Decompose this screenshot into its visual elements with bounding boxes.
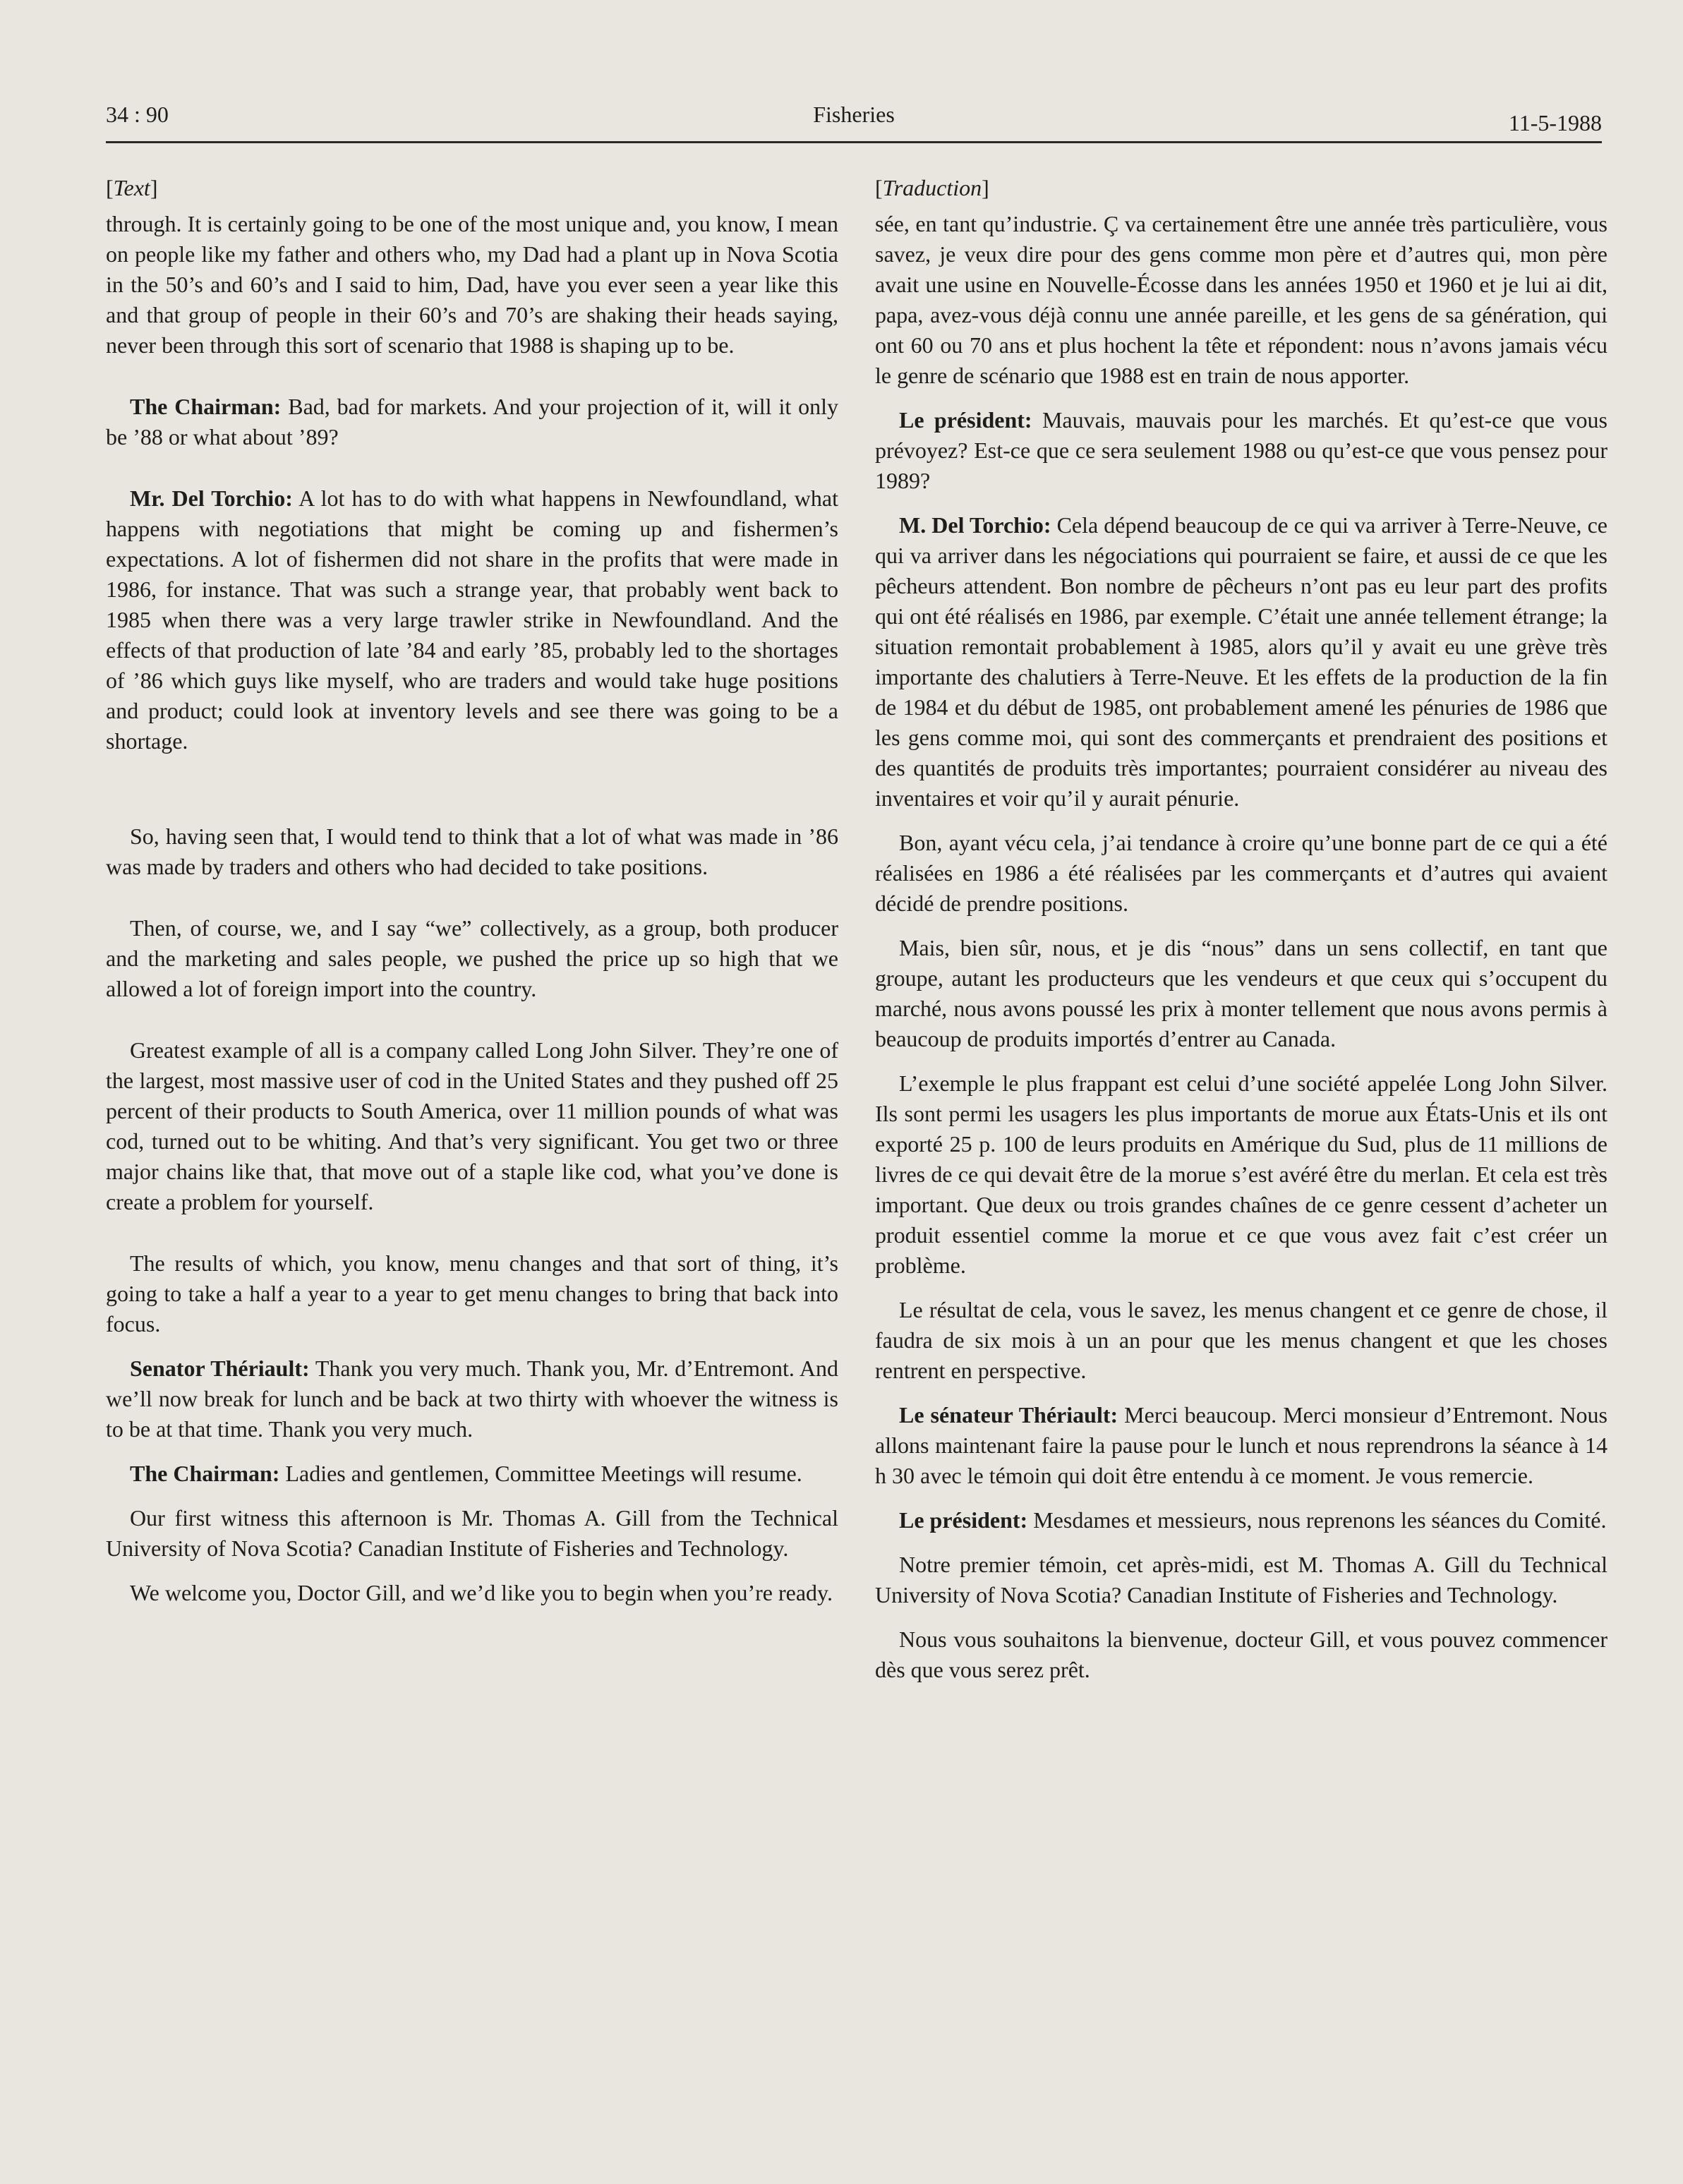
- paragraph: [106, 1248, 838, 1339]
- english-transcript: [106, 209, 838, 1608]
- speaker-name: Le président:: [899, 1507, 1028, 1533]
- paragraph-text: Ladies and gentlemen, Committee Meetings will resume.: [279, 1461, 802, 1486]
- speaker-name: Mr. Del Torchio:: [130, 485, 293, 511]
- paragraph: [875, 1550, 1607, 1610]
- paragraph-text: Our first witness this afternoon is Mr. Thomas A. Gill from the Technical University of Nova Scotia? Canadian Institute of Fisheries and Technology.: [106, 1505, 838, 1561]
- paragraph-text: through. It is certainly going to be one of the most unique and, you know, I mean on people like my father and others who, my Dad had a plant up in Nova Scotia in the 50’s and 60’s and I said to him, Dad, have you ever seen a year like this and that group of people in their 60’s and 70’s are shaking their heads saying, never been through this sort of scenario that 1988 is shaping up to be.: [106, 211, 838, 358]
- column-label-text: [Text]: [106, 175, 158, 200]
- paragraph: [106, 1503, 838, 1564]
- column-label-traduction: [Traduction]: [875, 175, 989, 200]
- paragraph: [106, 392, 838, 452]
- speaker-name: The Chairman:: [130, 394, 282, 419]
- paragraph: [106, 1459, 838, 1489]
- paragraph: [106, 483, 838, 756]
- paragraph-text: Then, of course, we, and I say “we” collectively, as a group, both producer and the marketing and sales people, we pushed the price up so high that we allowed a lot of foreign import into the country.: [106, 915, 838, 1001]
- paragraph: [875, 933, 1607, 1054]
- paragraph-text: Le résultat de cela, vous le savez, les menus changent et ce genre de chose, il faudra de six mois à un an pour que les menus changent et que les choses rentrent en perspective.: [875, 1297, 1607, 1383]
- paragraph: [875, 1295, 1607, 1386]
- french-column: [875, 173, 1607, 1685]
- paragraph-text: Mauvais, mauvais pour les marchés. Et qu’est-ce que vous prévoyez? Est-ce que ce sera seulement 1988 ou qu’est-ce que vous pensez pour 1989?: [875, 407, 1608, 493]
- speaker-name: Le sénateur Thériault:: [899, 1402, 1118, 1428]
- paragraph: [875, 209, 1607, 391]
- paragraph-text: Bon, ayant vécu cela, j’ai tendance à croire qu’une bonne part de ce qui a été réalisées en 1986 a été réalisées par les commerçants et d’autres qui avaient décidé de prendre positions.: [875, 830, 1607, 916]
- paragraph-text: Mesdames et messieurs, nous reprenons les séances du Comité.: [1027, 1507, 1607, 1533]
- paragraph: [875, 1624, 1607, 1685]
- publication-title: Fisheries: [813, 102, 895, 127]
- speaker-name: The Chairman:: [130, 1461, 280, 1486]
- paragraph: [875, 405, 1607, 496]
- french-transcript: [875, 209, 1607, 1685]
- paragraph: [875, 1068, 1607, 1281]
- paragraph: [106, 209, 838, 361]
- speaker-name: Le président:: [899, 407, 1032, 433]
- speaker-name: Senator Thériault:: [130, 1356, 310, 1381]
- paragraph: [875, 1400, 1607, 1491]
- issue-date: 11-5-1988: [1508, 110, 1602, 135]
- paragraph-text: We welcome you, Doctor Gill, and we’d like you to begin when you’re ready.: [130, 1580, 833, 1605]
- paragraph: [106, 1035, 838, 1217]
- paragraph: [106, 821, 838, 882]
- paragraph-text: A lot has to do with what happens in Newfoundland, what happens with negotiations that might be coming up and fishermen’s expectations. A lot of fishermen did not share in the profits that were made in 1986, for instance. That was such a strange year, that probably went back to 1985 when there was a very large trawler strike in Newfoundland. And the effects of that production of late ’84 and early ’85, probably led to the shortages of ’86 which guys like myself, who are traders and would take huge positions and product; could look at inventory levels and see there was going to be a shortage.: [106, 485, 839, 754]
- speaker-name: M. Del Torchio:: [899, 512, 1051, 538]
- paragraph: [875, 828, 1607, 919]
- paragraph: [875, 510, 1607, 814]
- paragraph: [106, 913, 838, 1004]
- paragraph-text: L’exemple le plus frappant est celui d’une société appelée Long John Silver. Ils sont permi les usagers les plus importants de morue aux États-Unis et ils ont exporté 25 p. 100 de leurs produits en Amérique du Sud, plus de 11 millions de livres de ce qui devait être de la morue s’est avéré être du merlan. Et cela est très important. Que deux ou trois grandes chaînes de ce genre cessent d’acheter un produit essentiel comme la morue et ce que vous avez fait c’est créer un problème.: [875, 1070, 1607, 1278]
- paragraph: [875, 1505, 1607, 1536]
- paragraph: [106, 1353, 838, 1444]
- english-column: [106, 173, 838, 1608]
- paragraph-text: Nous vous souhaitons la bienvenue, docteur Gill, et vous pouvez commencer dès que vous serez prêt.: [875, 1627, 1607, 1682]
- paragraph-text: Bad, bad for markets. And your projection of it, will it only be ’88 or what about ’89?: [106, 394, 839, 450]
- page-reference: 34 : 90: [106, 102, 169, 127]
- paragraph-text: Thank you very much. Thank you, Mr. d’Entremont. And we’ll now break for lunch and be back at two thirty with whoever the witness is to be at that time. Thank you very much.: [106, 1356, 838, 1442]
- paragraph-text: So, having seen that, I would tend to think that a lot of what was made in ’86 was made by traders and others who had decided to take positions.: [106, 823, 838, 879]
- paragraph-text: The results of which, you know, menu changes and that sort of thing, it’s going to take a half a year to a year to get menu changes to bring that back into focus.: [106, 1250, 838, 1337]
- paragraph-text: Notre premier témoin, cet après-midi, est M. Thomas A. Gill du Technical University of Nova Scotia? Canadian Institute of Fisheries and Technology.: [875, 1552, 1607, 1607]
- paragraph-text: Mais, bien sûr, nous, et je dis “nous” dans un sens collectif, en tant que groupe, autant les producteurs que les vendeurs et que ceux qui s’occupent du marché, nous avons poussé les prix à monter tellement que nous avons permis à beaucoup de produits importés d’entrer au Canada.: [875, 935, 1607, 1051]
- page-header: [106, 97, 1602, 143]
- paragraph-text: Cela dépend beaucoup de ce qui va arriver à Terre-Neuve, ce qui va arriver dans les négociations qui pourraient se faire, et aussi de ce que les pêcheurs attendent. Bon nombre de pêcheurs n’ont pas eu leur part des profits qui ont été réalisés en 1986, par exemple. C’était une année tellement étrange; la situation remontait probablement à 1985, alors qu’il y avait eu une grève très importante des chalutiers à Terre-Neuve. Et les effets de la production de la fin de 1984 et du début de 1985, ont probablement amené les pénuries de 1986 que les gens comme moi, qui sont des commerçants et prendraient des positions et des quantités de produits très importantes; pourraient considérer au niveau des inventaires et voir qu’il y aurait pénurie.: [875, 512, 1608, 811]
- paragraph-text: Greatest example of all is a company called Long John Silver. They’re one of the largest, most massive user of cod in the United States and they pushed off 25 percent of their products to South America, over 11 million pounds of what was cod, turned out to be whiting. And that’s very significant. You get two or three major chains like that, that move out of a staple like cod, what you’ve done is create a problem for yourself.: [106, 1037, 838, 1214]
- paragraph-text: Merci beaucoup. Merci monsieur d’Entremont. Nous allons maintenant faire la pause pour le lunch et nous reprendrons la séance à 14 h 30 avec le témoin qui doit être entendu à ce moment. Je vous remercie.: [875, 1402, 1608, 1488]
- paragraph: [106, 1578, 838, 1608]
- paragraph-text: sée, en tant qu’industrie. Ç va certainement être une année très particulière, vous savez, je veux dire pour des gens comme mon père et d’autres qui, mon père avait une usine en Nouvelle-Écosse dans les années 1950 et 1960 et je lui ai dit, papa, avez-vous déjà connu une année pareille, et les gens de sa génération, qui ont 60 ou 70 ans et plus hochent la tête et répondent: nous n’avons jamais vécu le genre de scénario que 1988 est en train de nous apporter.: [875, 211, 1607, 388]
